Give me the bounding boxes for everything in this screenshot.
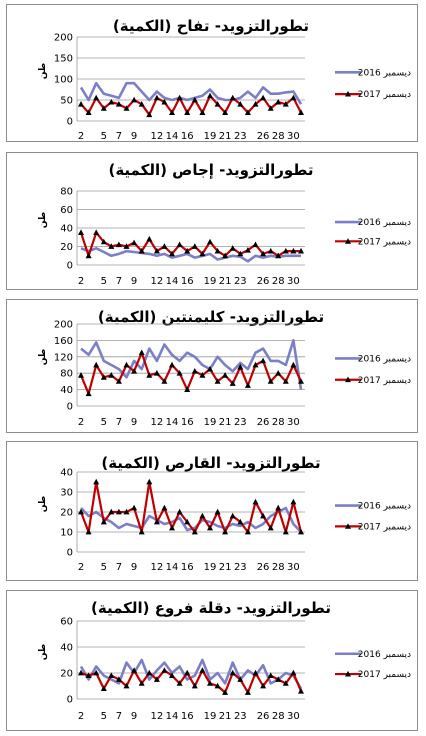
- y-tick-label: 40: [60, 467, 73, 479]
- y-tick-label: 150: [53, 53, 73, 65]
- legend-2017-label: ديسمبر 2017: [357, 670, 411, 681]
- x-tick-label: 12: [150, 562, 164, 573]
- series-2017-marker: [86, 529, 92, 535]
- series-2017-marker: [124, 362, 130, 368]
- x-tick-label: 2: [77, 711, 85, 722]
- series-2017-marker: [268, 248, 274, 254]
- x-tick-label: 30: [287, 131, 300, 142]
- chart-0: [7, 5, 419, 143]
- y-unit-label: طن: [38, 495, 48, 513]
- series-2017-marker: [146, 479, 152, 485]
- series-2017-marker: [169, 362, 175, 368]
- y-tick-label: 0: [66, 547, 73, 559]
- x-tick-label: 30: [287, 417, 300, 428]
- x-tick-label: 28: [271, 562, 285, 573]
- x-tick-label: 16: [180, 276, 194, 287]
- series-2017-marker: [177, 242, 183, 248]
- chart-title: تطورالتزويد- القارص (الكمية): [101, 454, 321, 472]
- chart-title: تطورالتزويد- إجاص (الكمية): [108, 161, 314, 179]
- series-2017-marker: [131, 505, 137, 511]
- chart-3: [7, 442, 419, 582]
- legend-2017-label: ديسمبر 2017: [357, 90, 411, 101]
- apple-chart-panel: [6, 4, 418, 142]
- series-2017-marker: [275, 370, 281, 376]
- y-tick-label: 20: [60, 668, 73, 680]
- x-tick-label: 28: [271, 711, 285, 722]
- series-2017-marker: [161, 667, 167, 673]
- legend-2016-label: ديسمبر 2016: [357, 649, 411, 660]
- series-2017-marker: [230, 513, 236, 519]
- y-tick-label: 20: [60, 242, 73, 253]
- x-tick-label: 30: [287, 276, 300, 287]
- pear-chart-panel: [6, 152, 418, 290]
- x-tick-label: 7: [115, 276, 123, 287]
- x-tick-label: 23: [233, 711, 247, 722]
- series-2017-marker: [275, 505, 281, 511]
- series-2017-marker: [290, 362, 296, 368]
- series-2017-marker: [139, 350, 145, 356]
- x-tick-label: 5: [100, 711, 107, 722]
- x-tick-label: 12: [150, 131, 164, 142]
- chart-2: [7, 300, 419, 434]
- series-2016-line: [81, 248, 301, 261]
- legend-2017-label: ديسمبر 2017: [357, 237, 411, 248]
- series-2017-marker: [78, 101, 84, 107]
- x-tick-label: 16: [180, 711, 194, 722]
- x-tick-label: 21: [218, 562, 232, 573]
- y-tick-label: 0: [66, 116, 73, 128]
- x-tick-label: 2: [77, 131, 85, 142]
- chart-title: تطورالتزويد- تفاح (الكمية): [112, 17, 310, 35]
- x-tick-label: 23: [233, 417, 247, 428]
- y-unit-label: طن: [38, 643, 48, 661]
- series-2017-marker: [290, 499, 296, 505]
- y-tick-label: 20: [60, 507, 73, 519]
- x-tick-label: 26: [256, 711, 270, 722]
- x-tick-label: 9: [130, 131, 138, 142]
- x-tick-label: 26: [256, 131, 270, 142]
- x-tick-label: 5: [100, 562, 107, 573]
- x-tick-label: 12: [150, 417, 164, 428]
- y-tick-label: 0: [66, 401, 73, 413]
- series-2017-marker: [230, 245, 236, 251]
- series-2017-marker: [184, 670, 190, 676]
- x-tick-label: 2: [77, 276, 85, 287]
- clementine-chart-panel: [6, 299, 418, 433]
- y-tick-label: 10: [60, 527, 73, 539]
- x-tick-label: 7: [115, 131, 123, 142]
- x-tick-label: 5: [100, 131, 107, 142]
- x-tick-label: 9: [130, 276, 138, 287]
- series-2017-marker: [131, 240, 137, 246]
- x-tick-label: 21: [218, 131, 232, 142]
- series-2017-marker: [260, 358, 266, 364]
- x-tick-label: 19: [203, 562, 217, 573]
- x-tick-label: 14: [165, 562, 179, 573]
- y-tick-label: 60: [60, 616, 73, 628]
- y-unit-label: طن: [38, 348, 48, 366]
- x-tick-label: 21: [218, 276, 232, 287]
- chart-title: تطورالتزويد- دقلة فروع (الكمية): [91, 599, 331, 617]
- series-2017-marker: [207, 239, 213, 245]
- legend-2016-label: ديسمبر 2016: [357, 68, 411, 79]
- series-2017-marker: [283, 529, 289, 535]
- legend-2017-label: ديسمبر 2017: [357, 375, 411, 386]
- x-tick-label: 19: [203, 417, 217, 428]
- y-tick-label: 80: [60, 368, 73, 380]
- y-tick-label: 50: [60, 95, 73, 107]
- series-2017-marker: [93, 362, 99, 368]
- series-2017-marker: [93, 95, 99, 101]
- y-tick-label: 160: [53, 335, 73, 347]
- x-tick-label: 7: [115, 562, 123, 573]
- series-2017-marker: [93, 479, 99, 485]
- x-tick-label: 2: [77, 417, 85, 428]
- legend-2016-label: ديسمبر 2016: [357, 354, 411, 365]
- x-tick-label: 9: [130, 562, 138, 573]
- series-2016-line: [81, 83, 301, 104]
- y-tick-label: 80: [60, 186, 73, 198]
- x-tick-label: 19: [203, 276, 217, 287]
- x-tick-label: 12: [150, 711, 164, 722]
- x-tick-label: 9: [130, 711, 138, 722]
- legend-2016-label: ديسمبر 2016: [357, 218, 411, 229]
- x-tick-label: 28: [271, 131, 285, 142]
- series-2017-marker: [139, 529, 145, 535]
- y-tick-label: 40: [60, 385, 73, 397]
- y-tick-label: 120: [53, 352, 73, 364]
- x-tick-label: 19: [203, 131, 217, 142]
- x-tick-label: 28: [271, 276, 285, 287]
- x-tick-label: 14: [165, 276, 179, 287]
- legend-2017-label: ديسمبر 2017: [357, 522, 411, 533]
- x-tick-label: 5: [100, 417, 107, 428]
- series-2017-marker: [260, 95, 266, 101]
- x-tick-label: 14: [165, 131, 179, 142]
- series-2017-marker: [93, 229, 99, 235]
- y-tick-label: 60: [60, 205, 73, 216]
- series-2017-marker: [230, 95, 236, 101]
- series-2017-marker: [161, 505, 167, 511]
- y-unit-label: طن: [38, 62, 48, 80]
- y-tick-label: 100: [53, 74, 73, 86]
- series-2017-marker: [86, 253, 92, 259]
- x-tick-label: 28: [271, 417, 285, 428]
- x-tick-label: 12: [150, 276, 164, 287]
- x-tick-label: 26: [256, 562, 270, 573]
- x-tick-label: 21: [218, 711, 232, 722]
- x-tick-label: 16: [180, 131, 194, 142]
- series-2017-marker: [78, 229, 84, 235]
- chart-4: [7, 591, 419, 732]
- series-2017-marker: [199, 513, 205, 519]
- x-tick-label: 21: [218, 417, 232, 428]
- y-tick-label: 0: [66, 260, 73, 272]
- chart-title: تطورالتزويد- كليمنتين (الكمية): [97, 308, 325, 326]
- legend-2016-label: ديسمبر 2016: [357, 501, 411, 512]
- series-2016-line: [81, 660, 301, 689]
- series-2017-marker: [290, 670, 296, 676]
- deglet-dates-chart-panel: [6, 590, 418, 731]
- series-2017-line: [81, 233, 301, 256]
- x-tick-label: 14: [165, 711, 179, 722]
- x-tick-label: 19: [203, 711, 217, 722]
- lemon-chart-panel: [6, 441, 418, 581]
- y-tick-label: 40: [60, 642, 73, 654]
- y-unit-label: طن: [38, 211, 48, 229]
- x-tick-label: 30: [287, 711, 300, 722]
- x-tick-label: 23: [233, 276, 247, 287]
- x-tick-label: 26: [256, 417, 270, 428]
- x-tick-label: 23: [233, 562, 247, 573]
- x-tick-label: 9: [130, 417, 138, 428]
- x-tick-label: 2: [77, 562, 85, 573]
- x-tick-label: 16: [180, 417, 194, 428]
- series-2017-marker: [192, 368, 198, 374]
- x-tick-label: 26: [256, 276, 270, 287]
- y-tick-label: 0: [66, 694, 73, 706]
- x-tick-label: 7: [115, 711, 123, 722]
- y-tick-label: 200: [53, 319, 73, 331]
- series-2017-marker: [253, 242, 259, 248]
- series-2017-marker: [146, 236, 152, 242]
- x-tick-label: 5: [100, 276, 107, 287]
- x-tick-label: 14: [165, 417, 179, 428]
- x-tick-label: 23: [233, 131, 247, 142]
- chart-1: [7, 153, 419, 291]
- x-tick-label: 16: [180, 562, 194, 573]
- y-tick-label: 30: [60, 487, 73, 499]
- y-tick-label: 40: [60, 223, 73, 235]
- x-tick-label: 30: [287, 562, 300, 573]
- y-tick-label: 200: [53, 32, 73, 44]
- x-tick-label: 7: [115, 417, 123, 428]
- series-2017-marker: [253, 499, 259, 505]
